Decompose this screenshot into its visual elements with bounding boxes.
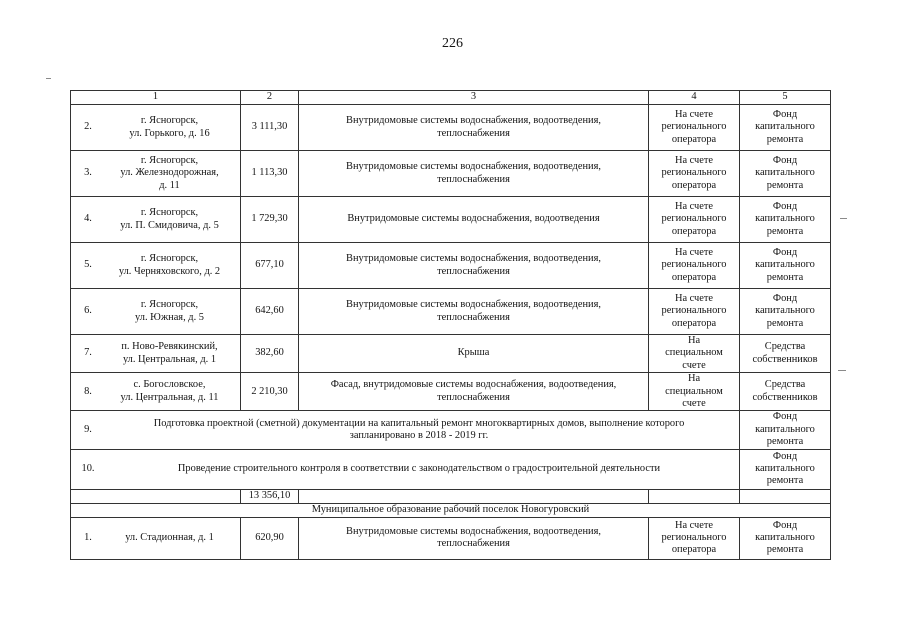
account-cell — [649, 243, 740, 289]
fund-line: Фонд — [772, 200, 798, 212]
work-line: теплоснабжения — [437, 391, 510, 403]
address-cell — [71, 517, 241, 559]
fund-line: Фонд — [772, 450, 798, 462]
fund-line: капитального — [755, 423, 815, 435]
row-number: 6. — [84, 305, 92, 317]
work-cell — [299, 151, 649, 197]
account-line: оператора — [671, 271, 717, 283]
work-line: Внутридомовые системы водоснабжения, водоотведения, — [346, 115, 601, 127]
work-cell — [299, 197, 649, 243]
fund-line: Фонд — [772, 411, 798, 423]
fund-cell — [740, 411, 831, 449]
row-number: 10. — [81, 462, 95, 474]
account-line: регионального — [661, 167, 727, 179]
account-cell — [649, 373, 740, 411]
fund-line: капитального — [755, 259, 815, 271]
row-number: 2. — [84, 121, 92, 133]
work-line: теплоснабжения — [437, 173, 510, 185]
area-cell: 3 111,30 — [241, 105, 299, 151]
account-cell — [649, 197, 740, 243]
fund-cell — [740, 151, 831, 197]
fund-line: ремонта — [766, 133, 804, 145]
address-line: г. Ясногорск, — [140, 115, 199, 127]
work-cell — [299, 105, 649, 151]
column-header: 2 — [241, 91, 299, 105]
account-line: На счете — [674, 108, 714, 120]
fund-cell — [740, 373, 831, 411]
table-row — [71, 105, 831, 151]
total-area: 13 356,10 — [241, 489, 299, 503]
fund-line: Фонд — [772, 246, 798, 258]
address-line: ул. Горького, д. 16 — [129, 127, 210, 139]
fund-line: Фонд — [772, 154, 798, 166]
work-line: теплоснабжения — [437, 265, 510, 277]
fund-line: собственников — [752, 353, 818, 365]
area-cell: 382,60 — [241, 335, 299, 373]
address-cell — [71, 243, 241, 289]
fund-line: капитального — [755, 462, 815, 474]
account-line: регионального — [661, 213, 727, 225]
account-line: регионального — [661, 531, 727, 543]
account-line: На счете — [674, 519, 714, 531]
row-number: 8. — [84, 385, 92, 397]
work-line: Фасад, внутридомовые системы водоснабжения, водоотведения, — [330, 379, 617, 391]
account-line: регионального — [661, 305, 727, 317]
page-number: 226 — [442, 36, 463, 51]
fund-line: ремонта — [766, 271, 804, 283]
work-line: Внутридомовые системы водоснабжения, водоотведения, — [346, 253, 601, 265]
address-line: г. Ясногорск, — [140, 154, 199, 166]
work-line: Внутридомовые системы водоснабжения, водоотведения — [347, 213, 600, 225]
table-row — [71, 411, 831, 449]
work-line: теплоснабжения — [437, 127, 510, 139]
empty-cell — [649, 489, 740, 503]
table-row — [71, 243, 831, 289]
fund-line: капитального — [755, 121, 815, 133]
work-line: Внутридомовые системы водоснабжения, водоотведения, — [346, 299, 601, 311]
row-number: 1. — [84, 531, 92, 543]
fund-line: Фонд — [772, 108, 798, 120]
fund-line: ремонта — [766, 225, 804, 237]
address-line: г. Ясногорск, — [140, 207, 199, 219]
task-cell — [71, 411, 740, 449]
task-line: запланировано в 2018 - 2019 гг. — [349, 430, 489, 442]
account-cell — [649, 151, 740, 197]
account-line: счете — [682, 398, 706, 410]
scan-speck — [838, 370, 846, 371]
table-row — [71, 449, 831, 489]
repair-table — [70, 90, 831, 560]
address-line: ул. Черняховского, д. 2 — [118, 265, 221, 277]
account-line: оператора — [671, 317, 717, 329]
task-line: Подготовка проектной (сметной) документации на капитальный ремонт многоквартирных домов, выполнение которого — [153, 417, 685, 429]
address-line: д. 11 — [159, 179, 180, 191]
address-line: ул. Центральная, д. 11 — [120, 391, 219, 403]
fund-cell — [740, 335, 831, 373]
fund-cell — [740, 243, 831, 289]
fund-line: Фонд — [772, 292, 798, 304]
address-cell — [71, 289, 241, 335]
address-line: ул. Южная, д. 5 — [135, 311, 204, 323]
row-number: 5. — [84, 259, 92, 271]
fund-line: ремонта — [766, 317, 804, 329]
row-number: 9. — [84, 423, 92, 435]
fund-line: капитального — [755, 305, 815, 317]
fund-line: капитального — [755, 167, 815, 179]
empty-cell — [299, 489, 649, 503]
table-row — [71, 373, 831, 411]
total-row — [71, 489, 831, 503]
address-line: ул. Стадионная, д. 1 — [125, 531, 214, 543]
work-cell — [299, 243, 649, 289]
table-row — [71, 151, 831, 197]
work-line: Внутридомовые системы водоснабжения, водоотведения, — [346, 161, 601, 173]
task-cell — [71, 449, 740, 489]
work-cell — [299, 373, 649, 411]
fund-line: собственников — [752, 391, 818, 403]
account-line: регионального — [661, 121, 727, 133]
account-line: На — [687, 373, 701, 385]
account-line: специальном — [665, 385, 723, 397]
fund-line: ремонта — [766, 436, 804, 448]
fund-cell — [740, 197, 831, 243]
account-line: счете — [682, 359, 706, 371]
address-line: с. Богословское, — [133, 379, 206, 391]
fund-cell — [740, 449, 831, 489]
address-cell — [71, 197, 241, 243]
fund-cell — [740, 105, 831, 151]
address-cell — [71, 335, 241, 373]
account-line: оператора — [671, 133, 717, 145]
section-row — [71, 503, 831, 517]
area-cell: 1 729,30 — [241, 197, 299, 243]
account-line: специальном — [665, 347, 723, 359]
address-line: г. Ясногорск, — [140, 299, 199, 311]
fund-line: Средства — [764, 341, 806, 353]
work-cell — [299, 335, 649, 373]
address-line: ул. Железнодорожная, — [120, 167, 219, 179]
account-cell — [649, 105, 740, 151]
address-cell — [71, 151, 241, 197]
fund-cell — [740, 517, 831, 559]
account-line: На счете — [674, 246, 714, 258]
work-cell — [299, 517, 649, 559]
empty-cell — [740, 489, 831, 503]
fund-line: капитального — [755, 531, 815, 543]
account-cell — [649, 289, 740, 335]
account-line: оператора — [671, 225, 717, 237]
area-cell: 2 210,30 — [241, 373, 299, 411]
fund-line: Средства — [764, 379, 806, 391]
work-line: Крыша — [457, 347, 490, 359]
area-cell: 642,60 — [241, 289, 299, 335]
area-cell: 1 113,30 — [241, 151, 299, 197]
area-cell: 620,90 — [241, 517, 299, 559]
fund-line: капитального — [755, 213, 815, 225]
fund-line: ремонта — [766, 475, 804, 487]
column-header: 1 — [71, 91, 241, 105]
address-cell — [71, 373, 241, 411]
account-line: На — [687, 335, 701, 346]
area-cell: 677,10 — [241, 243, 299, 289]
fund-line: Фонд — [772, 519, 798, 531]
work-line: теплоснабжения — [437, 538, 510, 550]
section-title: Муниципальное образование рабочий поселок Новогуровский — [71, 503, 831, 517]
header-row — [71, 91, 831, 105]
address-line: ул. П. Смидовича, д. 5 — [120, 219, 219, 231]
scan-speck — [46, 78, 51, 79]
address-line: п. Ново-Ревякинский, — [121, 341, 218, 353]
account-cell — [649, 335, 740, 373]
row-number: 3. — [84, 167, 92, 179]
scan-speck — [840, 218, 847, 219]
fund-line: ремонта — [766, 179, 804, 191]
column-header: 4 — [649, 91, 740, 105]
column-header: 3 — [299, 91, 649, 105]
work-cell — [299, 289, 649, 335]
work-line: Внутридомовые системы водоснабжения, водоотведения, — [346, 525, 601, 537]
table-row — [71, 197, 831, 243]
table-row — [71, 517, 831, 559]
task-line: Проведение строительного контроля в соответствии с законодательством о градостроительной деятельности — [177, 462, 661, 474]
address-line: ул. Центральная, д. 1 — [122, 353, 217, 365]
address-line: г. Ясногорск, — [140, 253, 199, 265]
work-line: теплоснабжения — [437, 311, 510, 323]
account-line: оператора — [671, 544, 717, 556]
column-header: 5 — [740, 91, 831, 105]
fund-line: ремонта — [766, 544, 804, 556]
account-line: оператора — [671, 179, 717, 191]
empty-cell — [71, 489, 241, 503]
account-line: На счете — [674, 200, 714, 212]
row-number: 4. — [84, 213, 92, 225]
account-line: На счете — [674, 292, 714, 304]
table-row — [71, 289, 831, 335]
account-line: регионального — [661, 259, 727, 271]
row-number: 7. — [84, 347, 92, 359]
table-row — [71, 335, 831, 373]
account-line: На счете — [674, 154, 714, 166]
account-cell — [649, 517, 740, 559]
fund-cell — [740, 289, 831, 335]
address-cell — [71, 105, 241, 151]
